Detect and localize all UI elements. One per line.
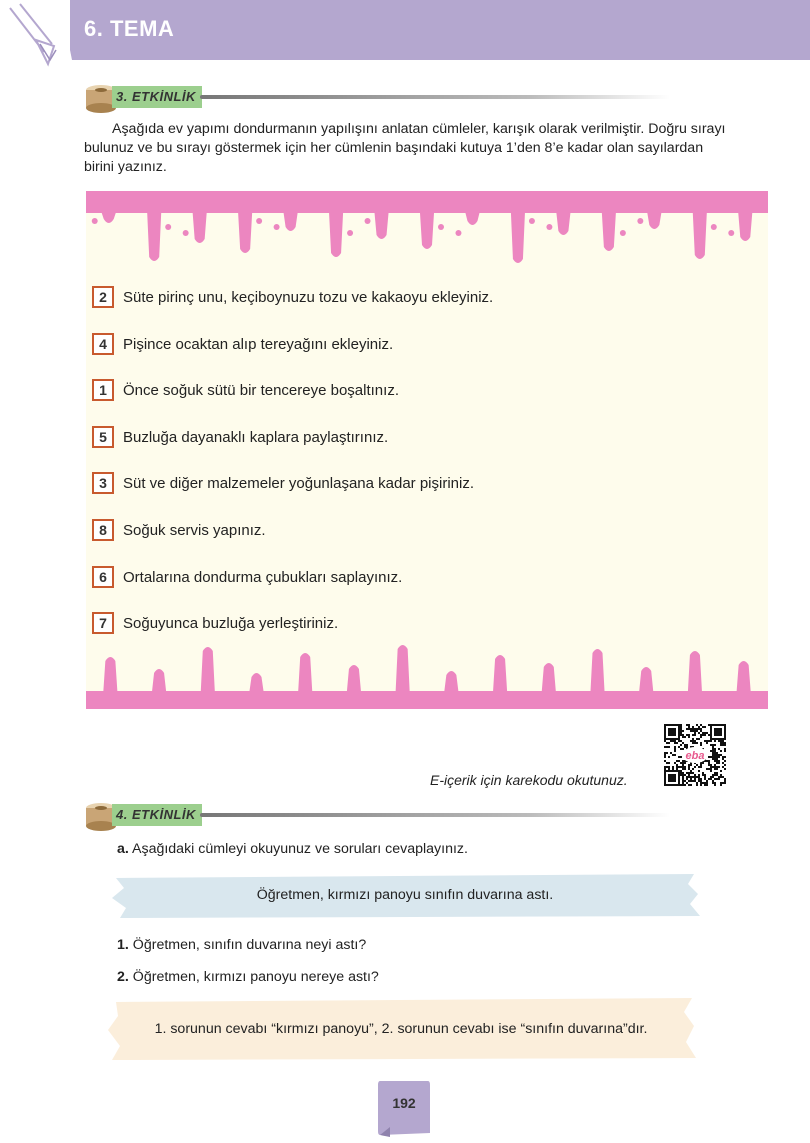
step-number-box[interactable]: 1 <box>92 379 114 401</box>
step-item <box>92 612 752 659</box>
activity-3-heading <box>84 84 604 116</box>
step-number-box[interactable]: 3 <box>92 472 114 494</box>
step-text: Süte pirinç unu, keçiboynuzu tozu ve kakaoyu ekleyiniz. <box>123 289 494 306</box>
drip-drop <box>438 224 444 230</box>
drip-drop <box>546 224 552 230</box>
heading-rule <box>200 95 670 99</box>
question-1: 1. Öğretmen, sınıfın duvarına neyi astı? <box>117 937 367 953</box>
qr-code-icon[interactable] <box>664 724 726 786</box>
theme-header-band <box>70 0 810 60</box>
drip-drop <box>620 230 626 236</box>
activity-3-instructions: Aşağıda ev yapımı dondurmanın yapılışını anlatan cümleler, karışık olarak verilmiştir. Doğru sırayı bulunuz ve bu sırayı göstermek için her cümlenin başındaki kutuya 1’den 8’e kadar olan sayılardan birini yazınız. <box>84 121 726 175</box>
drip-drop <box>256 218 262 224</box>
step-item <box>92 426 752 473</box>
step-item <box>92 333 752 380</box>
pink-drip-top <box>86 191 768 271</box>
drip-drop <box>183 230 189 236</box>
step-text: Önce soğuk sütü bir tencereye boşaltınız. <box>123 382 399 400</box>
eba-logo: eba <box>685 750 705 762</box>
question-2: 2. Öğretmen, kırmızı panoyu nereye astı? <box>117 969 379 985</box>
step-text: Soğuk servis yapınız. <box>123 521 266 539</box>
qr-caption: E-içerik için karekodu okutunuz. <box>430 772 628 788</box>
step-item <box>92 472 752 519</box>
drip-drop <box>728 230 734 236</box>
step-item <box>92 519 752 566</box>
answer-banner <box>106 998 696 1060</box>
drip-drop <box>455 230 461 236</box>
drip-drop <box>365 218 371 224</box>
step-number-box[interactable]: 5 <box>92 426 114 448</box>
step-number-box[interactable]: 7 <box>92 612 114 634</box>
step-number-box[interactable]: 2 <box>92 286 114 308</box>
step-number-box[interactable]: 8 <box>92 519 114 541</box>
drip-drop <box>92 218 98 224</box>
heading-rule <box>200 813 670 817</box>
step-number-box[interactable]: 4 <box>92 333 114 355</box>
steps-list <box>92 286 752 659</box>
step-text: Soğuyunca buzluğa yerleştiriniz. <box>123 615 339 633</box>
step-item <box>92 379 752 426</box>
part-a-instruction: a. Aşağıdaki cümleyi okuyunuz ve soruları cevaplayınız. <box>117 841 468 857</box>
drip-drop <box>529 218 535 224</box>
activity-3-tag: 3. ETKİNLİK <box>112 86 202 108</box>
step-text: Süt ve diğer malzemeler yoğunlaşana kadar pişiriniz. <box>123 475 475 493</box>
answer-text: 1. sorunun cevabı “kırmızı panoyu”, 2. sorunun cevabı ise “sınıfın duvarına”dır. <box>154 1021 648 1037</box>
step-text: Buzluğa dayanaklı kaplara paylaştırınız. <box>123 428 389 446</box>
step-text: Pişince ocaktan alıp tereyağını ekleyiniz. <box>123 335 394 353</box>
activity-4-heading <box>84 802 604 834</box>
drip-drop <box>347 230 353 236</box>
drip-drop <box>274 224 280 230</box>
sentence-banner <box>110 872 700 920</box>
page-number: 192 <box>392 1095 416 1111</box>
step-text: Ortalarına dondurma çubukları saplayınız. <box>123 568 403 586</box>
step-number-box[interactable]: 6 <box>92 566 114 588</box>
step-item <box>92 286 752 333</box>
theme-title: 6. TEMA <box>84 16 175 41</box>
pen-decoration-icon <box>0 0 72 72</box>
step-item <box>92 566 752 613</box>
drip-drop <box>165 224 171 230</box>
activity-4-tag: 4. ETKİNLİK <box>112 804 202 826</box>
drip-drop <box>711 224 717 230</box>
drip-shape <box>86 191 768 263</box>
sentence-text: Öğretmen, kırmızı panoyu sınıfın duvarına astı. <box>256 887 554 903</box>
drip-drop <box>637 218 643 224</box>
